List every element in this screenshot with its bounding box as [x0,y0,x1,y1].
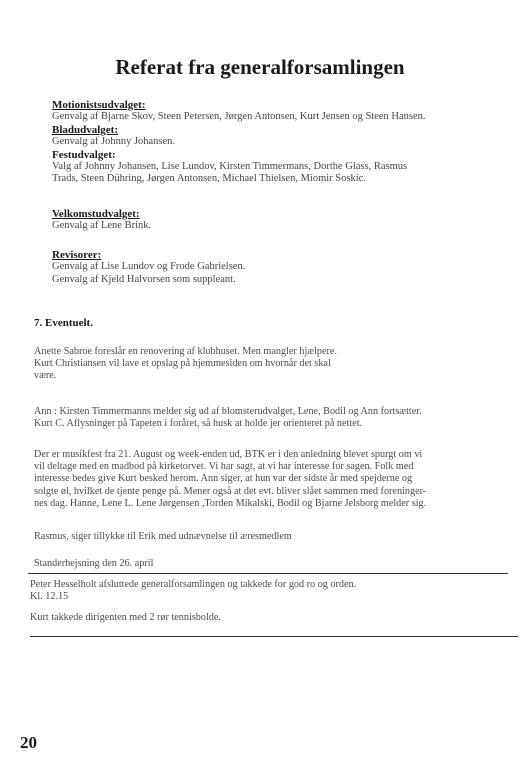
revisorer-block [52,249,502,286]
blad-heading: Bladudvalget: [52,123,119,136]
divider-line [28,573,508,574]
paragraph-line: Der er musikfest fra 21. August og week-enden ud, BTK er i den anledning blevet spurgt om vi [34,449,423,460]
fest-line-1: Valg af Johnny Johansen, Lise Lundov, Kirsten Timmermans, Dorthe Glass, Rasmus [52,161,408,173]
paragraph-line: nes dag. Hanne, Lene L. Lene Jørgensen ,Torden Mikalski, Bodil og Bjarne Jelsborg melder sig. [34,497,427,509]
paragraph-line: interesse bedes give Kurt besked herom. Ann siger, at hun var der sidste år med spejderne og [34,473,413,485]
revisorer-heading: Revisorer: [52,249,102,261]
section-heading-eventuelt: 7. Eventuelt. [34,317,93,329]
velkomst-block [52,208,502,233]
paragraph-line: være. [34,370,57,382]
paragraph-line: solgte øl, hvilket de tjente penge på. Mener også at det evt. bliver slået sammen med foreninger- [34,485,427,497]
committee-list [52,99,502,186]
velkomst-line: Genvalg af Lene Brink. [52,220,152,232]
revisorer-line-1: Genvalg af Lise Lundov og Frode Gabrielsen. [52,261,246,273]
velkomst-heading: Velkomstudvalget: [52,208,140,220]
paragraph-line: Anette Sabroe foreslår en renovering af klubhuset. Men mangler hjælpere. [34,346,337,357]
paragraph-line: Kl. 12.15 [30,591,69,603]
paragraph-line: Peter Hesselholt afsluttede generalforsamlingen og takkede for god ro og orden. [30,579,357,590]
paragraph-closing [30,579,500,603]
fest-line-2: Trads, Steen Dühring, Jørgen Antonsen, Michael Thielsen, Miomir Soskic. [52,173,366,185]
page-number: 20 [20,733,37,752]
page-title: Referat fra generalforsamlingen [115,55,405,79]
paragraph-line: Kurt Christiansen vil lave et opslag på hjemmesiden om hvornår det skal [34,358,331,370]
divider-line [30,636,518,637]
paragraph-renovation [34,346,504,383]
paragraph-line: vil deltage med en madbod på kirketorvet. Vi har sagt, at vi har interesse for sagen. Folk med [34,461,414,473]
blad-line: Genvalg af Johnny Johansen. [52,136,176,148]
motionist-line: Genvalg af Bjarne Skov, Steen Petersen, Jørgen Antonsen, Kurt Jensen og Steen Hansen. [52,111,426,123]
paragraph-line: Kurt C. Aflysninger på Tapeten i foråret, så husk at holde jer orienteret på nettet. [34,418,363,430]
motionist-heading: Motionistsudvalget: [52,99,146,111]
revisorer-line-2: Genvalg af Kjeld Halvorsen som suppleant. [52,273,236,285]
paragraph-music-festival [34,449,504,510]
fest-heading: Festudvalget: [52,148,116,161]
paragraph-thanks-conductor: Kurt takkede dirigenten med 2 rør tennisbolde. [30,612,221,623]
paragraph-flag-raising: Standerhejsning den 26. april [34,558,154,569]
paragraph-honorary-member: Rasmus, siger tillykke til Erik med udnævnelse til æresmedlem [34,531,292,542]
paragraph-line: Ann : Kirsten Timmermanns melder sig ud af blomsterudvalget, Lene, Bodil og Ann fortsætter. [34,406,422,417]
paragraph-flower-committee [34,406,504,430]
